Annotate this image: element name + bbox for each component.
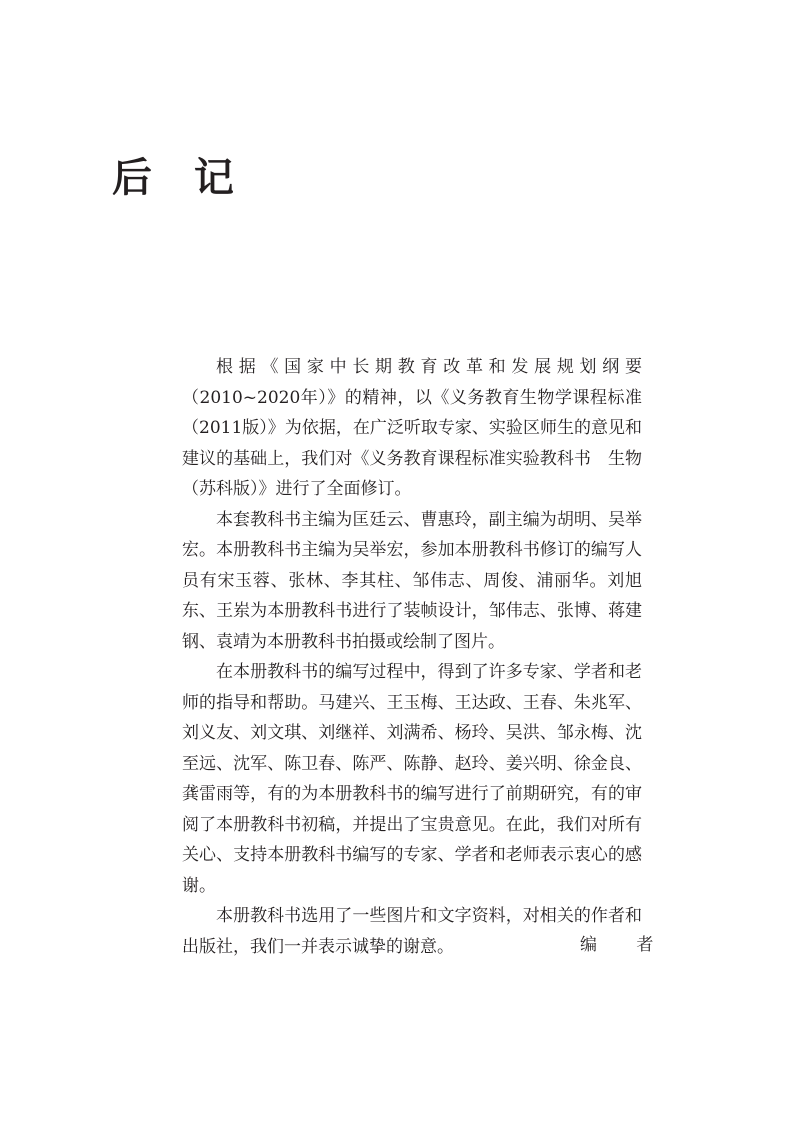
paragraph-editors: 本套教科书主编为匡廷云、曹惠玲，副主编为胡明、吴举宏。本册教科书主编为吴举宏，参加本册教科书修订的编写人员有宋玉蓉、张林、李其柱、邹伟志、周俊、浦丽华。刘旭东、王岽为本册教科书进行了装帧设计，邹伟志、张博、蒋建钢、袁靖为本册教科书拍摄或绘制了图片。 xyxy=(182,509,642,652)
signature: 编 者 xyxy=(580,935,671,955)
afterword-body xyxy=(182,352,642,962)
page-title: 后 记 xyxy=(112,154,248,201)
paragraph-revision-basis: 根据《国家中长期教育改革和发展规划纲要（2010~2020年）》的精神，以《义务教育生物学课程标准（2011版）》为依据，在广泛听取专家、实验区师生的意见和建议的基础上，我们对《义务教育课程标准实验教科书 生物（苏科版）》进行了全面修订。 xyxy=(182,357,642,499)
paragraph-materials-thanks: 本册教科书选用了一些图片和文字资料，对相关的作者和出版社，我们一并表示诚挚的谢意。 xyxy=(182,906,642,957)
paragraph-acknowledgements: 在本册教科书的编写过程中，得到了许多专家、学者和老师的指导和帮助。马建兴、王玉梅、王达政、王春、朱兆军、刘义友、刘文琪、刘继祥、刘满希、杨玲、吴洪、邹永梅、沈至远、沈军、陈卫春、陈严、陈静、赵玲、姜兴明、徐金良、龚雷雨等，有的为本册教科书的编写进行了前期研究，有的审阅了本册教科书初稿，并提出了宝贵意见。在此，我们对所有关心、支持本册教科书编写的专家、学者和老师表示衷心的感谢。 xyxy=(182,662,642,896)
